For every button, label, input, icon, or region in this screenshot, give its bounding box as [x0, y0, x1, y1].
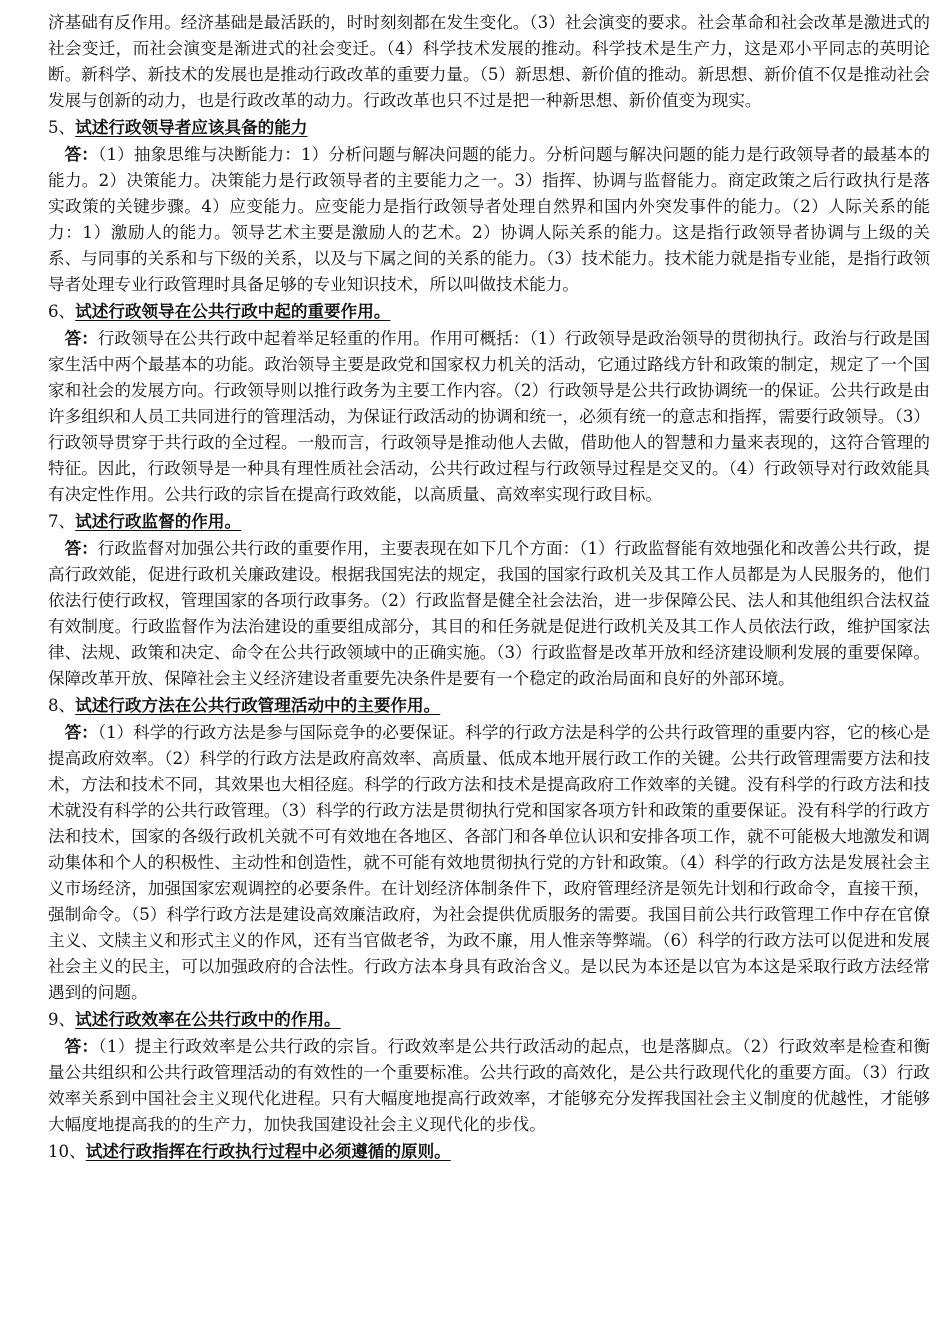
- question-number: 7、: [48, 512, 76, 531]
- question-heading: [48, 508, 930, 535]
- answer-paragraph: [48, 1033, 930, 1138]
- question-number: 10、: [48, 1142, 86, 1161]
- question-10: [48, 1138, 930, 1165]
- question-title: 试述行政领导在公共行政中起的重要作用。: [75, 301, 391, 321]
- answer-text: （1）科学的行政方法是参与国际竞争的必要保证。科学的行政方法是科学的公共行政管理的重要内容，它的核心是提高政府效率。（2）科学的行政方法是政府高效率、高质量、低成本地开展行政工作的关键。公共行政管理需要方法和技术，方法和技术不同，其效果也大相径庭。科学的行政方法和技术是提高政府工作效率的关键。没有科学的行政方法和技术就没有科学的公共行政管理。（3）科学的行政方法是贯彻执行党和国家各项方针和政策的重要保证。没有科学的行政方法和技术，国家的各级行政机关就不可有效地在各地区、各部门和各单位认识和安排各项工作，就不可能极大地激发和调动集体和个人的积极性、主动性和创造性，就不可能有效地贯彻执行党的方针和政策。（4）科学的行政方法是发展社会主义市场经济，加强国家宏观调控的必要条件。在计划经济体制条件下，政府管理经济是领先计划和行政命令，直接干预，强制命令。（5）科学行政方法是建设高效廉洁政府，为社会提供优质服务的需要。我国目前公共行政管理工作中存在官僚主义、文牍主义和形式主义的作风，还有当官做老爷，为政不廉，用人惟亲等弊端。（6）科学的行政方法可以促进和发展社会主义的民主，可以加强政府的合法性。行政方法本身具有政治含义。是以民为本还是以官为本这是采取行政方法经常遇到的问题。: [48, 723, 930, 1002]
- question-heading: [48, 692, 930, 719]
- question-number: 8、: [48, 696, 76, 715]
- question-number: 9、: [48, 1010, 76, 1029]
- answer-text: 行政领导在公共行政中起着举足轻重的作用。作用可概括：（1）行政领导是政治领导的贯彻执行。政治与行政是国家生活中两个最基本的功能。政治领导主要是政党和国家权力机关的活动，它通过路线方针和政策的制定，规定了一个国家和社会的发展方向。行政领导则以推行政务为主要工作内容。（2）行政领导是公共行政协调统一的保证。公共行政是由许多组织和人员工共同进行的管理活动，为保证行政活动的协调和统一，必须有统一的意志和指挥，需要行政领导。（3）行政领导贯穿于共行政的全过程。一般而言，行政领导是推动他人去做，借助他人的智慧和力量来表现的，这符合管理的特征。因此，行政领导是一种具有理性质社会活动，公共行政过程与行政领导过程是交叉的。（4）行政领导对行政效能具有决定性作用。公共行政的宗旨在提高行政效能，以高质量、高效率实现行政目标。: [48, 329, 930, 504]
- question-title: 试述行政领导者应该具备的能力: [75, 117, 308, 137]
- answer-label: 答：: [64, 722, 98, 742]
- question-7: [48, 508, 930, 692]
- question-heading: [48, 298, 930, 325]
- question-heading: [48, 1138, 930, 1165]
- answer-label: 答：: [64, 538, 98, 558]
- question-title: 试述行政指挥在行政执行过程中必须遵循的原则。: [85, 1141, 451, 1161]
- question-8: [48, 692, 930, 1006]
- intro-paragraph: 济基础有反作用。经济基础是最活跃的，时时刻刻都在发生变化。（3）社会演变的要求。社会革命和社会改革是激进式的社会变迁，而社会演变是渐进式的社会变迁。（4）科学技术发展的推动。科学技术是生产力，这是邓小平同志的英明论断。新科学、新技术的发展也是推动行政改革的重要力量。（5）新思想、新价值的推动。新思想、新价值不仅是推动社会发展与创新的动力，也是行政改革的动力。行政改革也只不过是把一种新思想、新价值变为现实。: [48, 13, 930, 110]
- question-number: 6、: [48, 302, 76, 321]
- question-9: [48, 1006, 930, 1138]
- question-5: [48, 114, 930, 298]
- answer-text: （1）抽象思维与决断能力：1）分析问题与解决问题的能力。分析问题与解决问题的能力是行政领导者的最基本的能力。2）决策能力。决策能力是行政领导者的主要能力之一。3）指挥、协调与监督能力。商定政策之后行政执行是落实政策的关键步骤。4）应变能力。应变能力是指行政领导者处理自然界和国内外突发事件的能力。（2）人际关系的能力：1）激励人的能力。领导艺术主要是激励人的艺术。2）协调人际关系的能力。这是指行政领导者协调与上级的关系、与同事的关系和与下级的关系，以及与下属之间的关系的能力。（3）技术能力。技术能力就是指专业能，是指行政领导者处理专业行政管理时具备足够的专业知识技术，所以叫做技术能力。: [48, 145, 931, 294]
- answer-paragraph: [48, 719, 930, 1006]
- question-heading: [48, 114, 930, 141]
- answer-label: 答：: [64, 1036, 99, 1056]
- answer-paragraph: [48, 325, 930, 508]
- answer-text: （1）提主行政效率是公共行政的宗旨。行政效率是公共行政活动的起点，也是落脚点。（2）行政效率是检查和衡量公共组织和公共行政管理活动的有效性的一个重要标准。公共行政的高效化，是公共行政现代化的重要方面。（3）行政效率关系到中国社会主义现代化进程。只有大幅度地提高行政效率，才能够充分发挥我国社会主义制度的优越性，才能够大幅度地提高我的的生产力，加快我国建设社会主义现代化的步伐。: [48, 1037, 930, 1134]
- question-title: 试述行政监督的作用。: [75, 511, 242, 531]
- question-heading: [48, 1006, 930, 1033]
- question-title: 试述行政方法在公共行政管理活动中的主要作用。: [75, 695, 441, 715]
- question-number: 5、: [48, 118, 76, 137]
- question-title: 试述行政效率在公共行政中的作用。: [75, 1009, 341, 1029]
- answer-paragraph: [48, 535, 930, 692]
- answer-text: 行政监督对加强公共行政的重要作用，主要表现在如下几个方面：（1）行政监督能有效地强化和改善公共行政，提高行政效能，促进行政机关廉政建设。根据我国宪法的规定，我国的国家行政机关及其工作人员都是为人民服务的，他们依法行使行政权，管理国家的各项行政事务。（2）行政监督是健全社会法治，进一步保障公民、法人和其他组织合法权益有效制度。行政监督作为法治建设的重要组成部分，其目的和任务就是促进行政机关及其工作人员依法行政，维护国家法律、法规、政策和决定、命令在公共行政领域中的正确实施。（3）行政监督是改革开放和经济建设顺利发展的重要保障。保障改革开放、保障社会主义经济建设者重要先决条件是要有一个稳定的政治局面和良好的外部环境。: [48, 539, 930, 688]
- answer-label: 答：: [64, 328, 98, 348]
- answer-label: 答：: [64, 144, 99, 164]
- question-6: [48, 298, 930, 508]
- answer-paragraph: [48, 141, 930, 298]
